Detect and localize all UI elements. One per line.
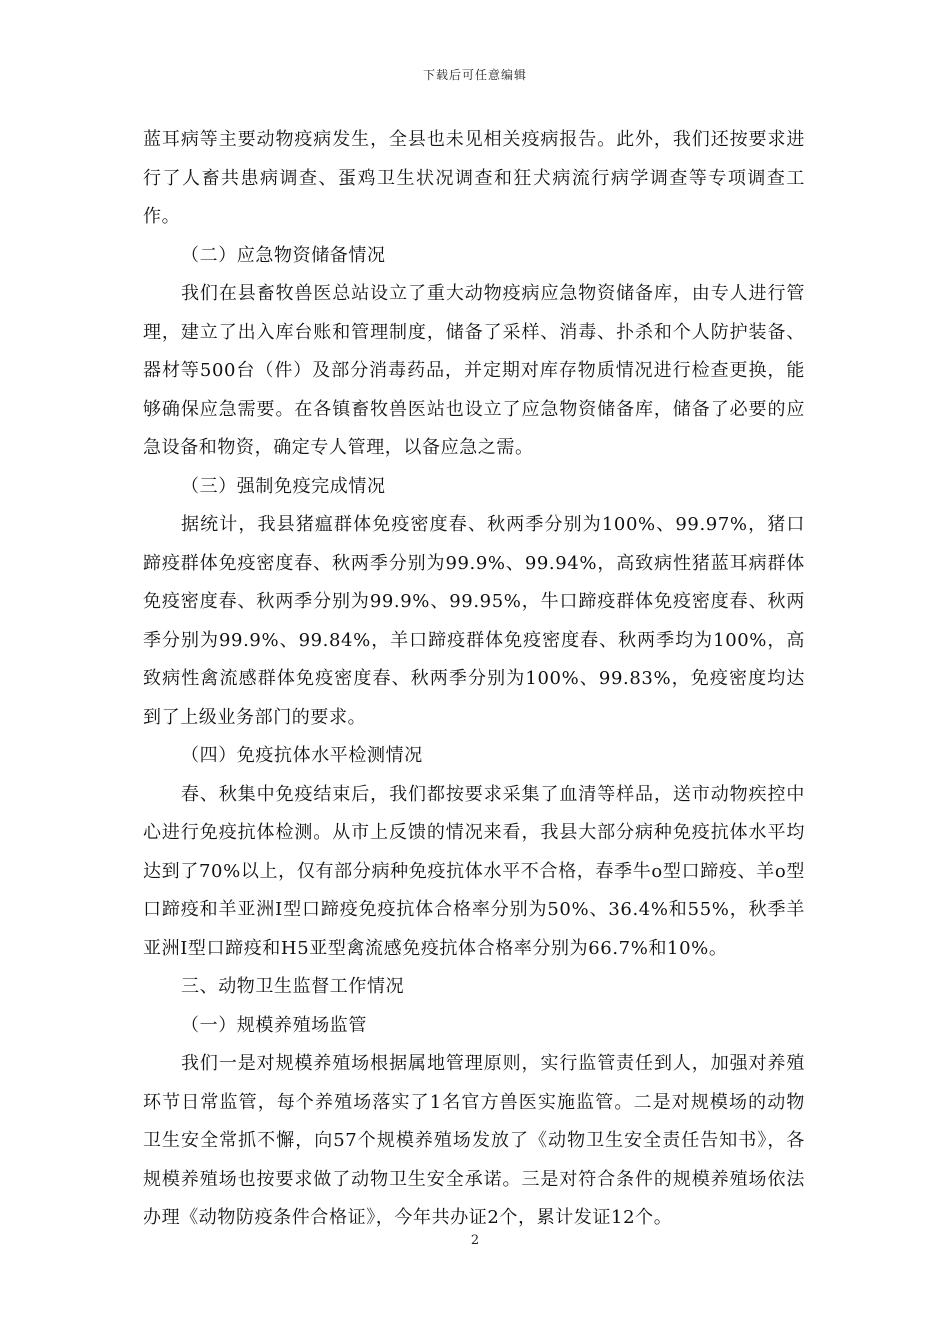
section-heading-animal-health-supervision: 三、动物卫生监督工作情况 (181, 976, 405, 997)
section-heading-antibody-testing: （四）免疫抗体水平检测情况 (181, 745, 423, 766)
paragraph-antibody-testing: 春、秋集中免疫结束后，我们都按要求采集了血清等样品，送市动物疾控中心进行免疫抗体检测。从市上反馈的情况来看，我县大部分病种免疫抗体水平均达到了70%以上，仅有部分病种免疫抗体水平不合格，春季牛o型口蹄疫、羊o型口蹄疫和羊亚洲Ⅰ型口蹄疫免疫抗体合格率分别为50%、36.4%和55%，秋季羊亚洲Ⅰ型口蹄疫和H5亚型禽流感免疫抗体合格率分别为66.7%和10%。 (143, 783, 805, 959)
paragraph-farm-supervision: 我们一是对规模养殖场根据属地管理原则，实行监管责任到人，加强对养殖环节日常监管，每个养殖场落实了1名官方兽医实施监管。二是对规模场的动物卫生安全常抓不懈，向57个规模养殖场发放了《动物卫生安全责任告知书》，各规模养殖场也按要求做了动物卫生安全承诺。三是对符合条件的规模养殖场依法办理《动物防疫条件合格证》，今年共办证2个，累计发证12个。 (143, 1053, 805, 1228)
paragraph-continuation: 蓝耳病等主要动物疫病发生，全县也未见相关疫病报告。此外，我们还按要求进行了人畜共患病调查、蛋鸡卫生状况调查和狂犬病流行病学调查等专项调查工作。 (143, 129, 805, 227)
document-body (143, 121, 805, 1238)
section-heading-emergency-supplies: （二）应急物资储备情况 (181, 244, 386, 266)
page-number: 2 (470, 1233, 480, 1248)
paragraph-emergency-supplies: 我们在县畜牧兽医总站设立了重大动物疫病应急物资储备库，由专人进行管理，建立了出入库台账和管理制度，储备了采样、消毒、扑杀和个人防护装备、器材等500台（件）及部分消毒药品，并定期对库存物质情况进行检查更换，能够确保应急需要。在各镇畜牧兽医站也设立了应急物资储备库，储备了必要的应急设备和物资，确定专人管理，以备应急之需。 (143, 283, 805, 458)
section-heading-mandatory-immunization: （三）强制免疫完成情况 (181, 475, 386, 497)
page-header: 下载后可任意编辑 (422, 68, 527, 82)
paragraph-mandatory-immunization: 据统计，我县猪瘟群体免疫密度春、秋两季分别为100%、99.97%，猪口蹄疫群体免疫密度春、秋两季分别为99.9%、99.94%，高致病性猪蓝耳病群体免疫密度春、秋两季分别为99.9%、99.95%，牛口蹄疫群体免疫密度春、秋两季分别为99.9%、99.84%，羊口蹄疫群体免疫密度春、秋两季均为100%，高致病性禽流感群体免疫密度春、秋两季分别为100%、99.83%，免疫密度均达到了上级业务部门的要求。 (143, 514, 805, 728)
section-heading-farm-supervision: （一）规模养殖场监管 (181, 1014, 367, 1036)
